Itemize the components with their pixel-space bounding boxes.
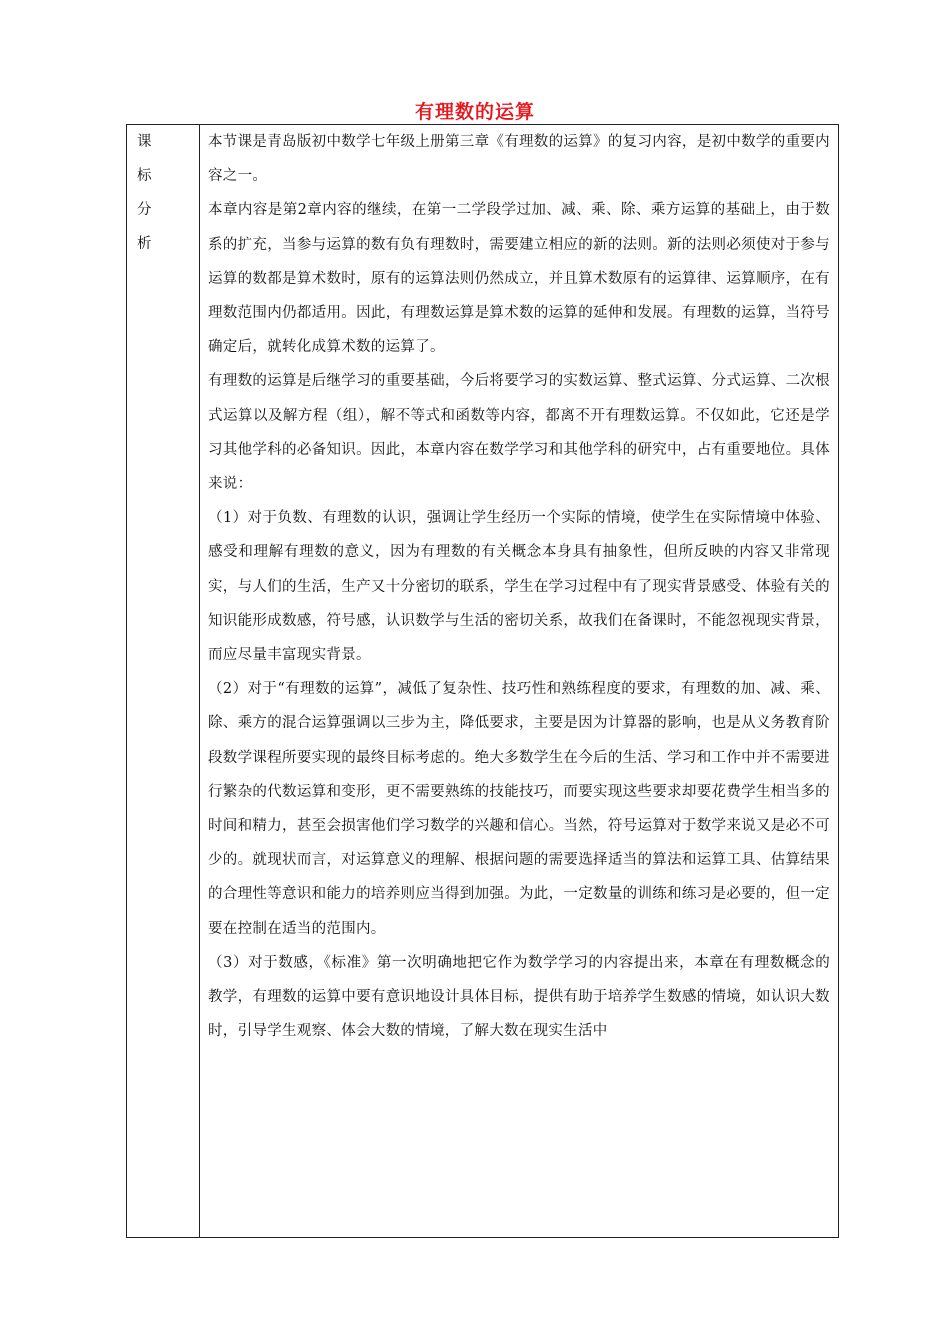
paragraph-intro: 本节课是青岛版初中数学七年级上册第三章《有理数的运算》的复习内容，是初中数学的重要内容之一。 — [208, 134, 830, 185]
document-title: 有理数的运算 — [414, 101, 535, 123]
analysis-table — [126, 124, 839, 1238]
section-label-char: 标 — [137, 168, 152, 184]
paragraph-point-2: （2）对于“有理数的运算”，减低了复杂性、技巧性和熟练程度的要求，有理数的加、减、乘、除、乘方的混合运算强调以三步为主，降低要求，主要是因为计算器的影响，也是从义务教育阶段数学课程所要实现的最终目标考虑的。绝大多数学生在今后的生活、学习和工作中并不需要进行繁杂的代数运算和变形，更不需要熟练的技能技巧，而要实现这些要求却要花费学生相当多的时间和精力，甚至会损害他们学习数学的兴趣和信心。当然，符号运算对于数学来说又是必不可少的。就现状而言，对运算意义的理解、根据问题的需要选择适当的算法和运算工具、估算结果的合理性等意识和能力的培养则应当得到加强。为此，一定数量的训练和练习是必要的，但一定要在控制在适当的范围内。 — [208, 681, 830, 937]
section-label-char: 分 — [137, 202, 152, 218]
table-row — [127, 125, 839, 1238]
paragraph-point-1: （1）对于负数、有理数的认识，强调让学生经历一个实际的情境，使学生在实际情境中体验、感受和理解有理数的意义，因为有理数的有关概念本身具有抽象性，但所反映的内容又非常现实，与人们的生活，生产又十分密切的联系，学生在学习过程中有了现实背景感受、体验有关的知识能形成数感，符号感，认识数学与生活的密切关系，故我们在备课时，不能忽视现实背景，而应尽量丰富现实背景。 — [208, 510, 830, 664]
section-content-cell — [200, 125, 839, 1238]
paragraph-point-3: （3）对于数感，《标准》第一次明确地把它作为数学学习的内容提出来，本章在有理数概念的教学，有理数的运算中要有意识地设计具体目标，提供有助于培养学生数感的情境，如认识大数时，引导学生观察、体会大数的情境，了解大数在现实生活中 — [208, 954, 830, 1040]
paragraph-importance: 有理数的运算是后继学习的重要基础，今后将要学习的实数运算、整式运算、分式运算、二次根式运算以及解方程（组），解不等式和函数等内容，都离不开有理数运算。不仅如此，它还是学习其他学科的必备知识。因此，本章内容在数学学习和其他学科的研究中，占有重要地位。具体来说： — [208, 373, 830, 493]
section-label-char: 课 — [137, 134, 152, 150]
section-label-cell — [127, 125, 200, 1238]
paragraph-continuation: 本章内容是第2章内容的继续，在第一二学段学过加、减、乘、除、乘方运算的基础上，由于数系的扩充，当参与运算的数有负有理数时，需要建立相应的新的法则。新的法则必须使对于参与运算的数都是算术数时，原有的运算法则仍然成立，并且算术数原有的运算律、运算顺序，在有理数范围内仍都适用。因此，有理数运算是算术数的运算的延伸和发展。有理数的运算，当符号确定后，就转化成算术数的运算了。 — [208, 202, 830, 356]
section-label-char: 析 — [137, 236, 152, 252]
